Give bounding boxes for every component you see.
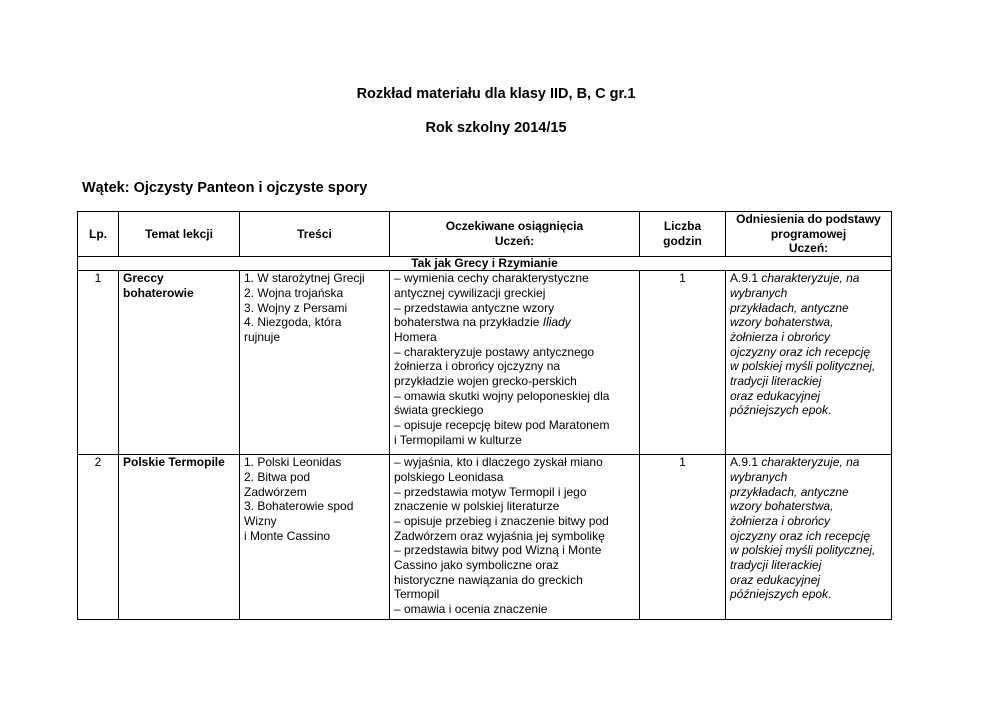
podstawa-code: A.9.1 xyxy=(730,271,762,286)
osiagniecia-italic: Iliady xyxy=(542,315,571,330)
podstawa-code: A.9.1 xyxy=(730,455,762,470)
osiagniecia-line: znaczenie w polskiej literaturze xyxy=(394,499,560,514)
osiagniecia-line: – omawia i ocenia znaczenie xyxy=(394,602,548,617)
tresci-line: 2. Wojna trojańska xyxy=(244,285,344,300)
row-lp: 1 xyxy=(78,271,119,455)
podstawa-line: późniejszych epok xyxy=(730,403,829,418)
row-temat xyxy=(119,455,240,620)
podstawa-line: oraz edukacyjnej xyxy=(730,388,821,403)
podstawa-line: w polskiej myśli politycznej, xyxy=(730,543,876,558)
row-osiagniecia xyxy=(390,455,640,620)
header-temat: Temat lekcji xyxy=(119,212,240,257)
document-title: Rozkład materiału dla klasy IID, B, C gr.1 xyxy=(356,86,636,102)
row-osiagniecia xyxy=(390,271,640,455)
podstawa-line: wybranych xyxy=(730,469,788,484)
tresci-line: Zadwórzem xyxy=(244,484,307,499)
podstawa-line: żołnierza i obrońcy xyxy=(730,329,831,344)
osiagniecia-line: antycznej cywilizacji greckiej xyxy=(394,285,546,300)
osiagniecia-line: świata greckiego xyxy=(394,403,484,418)
osiagniecia-line: – wyjaśnia, kto i dlaczego zyskał miano xyxy=(394,455,603,470)
osiagniecia-line: i Termopilami w kulturze xyxy=(394,432,522,447)
header-podstawa-line2: programowej xyxy=(770,226,847,241)
osiagniecia-line: Termopil xyxy=(394,587,440,602)
osiagniecia-line: – omawia skutki wojny peloponeskiej dla xyxy=(394,388,610,403)
row-tresci xyxy=(240,271,390,455)
section-title: Tak jak Grecy i Rzymianie xyxy=(78,257,892,271)
osiagniecia-line: żołnierza i obrońcy ojczyzny na xyxy=(394,359,561,374)
podstawa-line: żołnierza i obrońcy xyxy=(730,513,831,528)
tresci-line: 3. Wojny z Persami xyxy=(244,300,348,315)
row-godziny: 1 xyxy=(640,271,726,455)
osiagniecia-line: przykładzie wojen grecko-perskich xyxy=(394,374,577,389)
section-row xyxy=(78,257,892,271)
podstawa-line: wzory bohaterstwa, xyxy=(730,315,834,330)
tresci-line: 2. Bitwa pod xyxy=(244,469,311,484)
header-osiagniecia xyxy=(390,212,640,257)
tresci-line: i Monte Cassino xyxy=(244,528,331,543)
podstawa-line: ojczyzny oraz ich recepcję xyxy=(730,344,871,359)
header-podstawa-line1: Odniesienia do podstawy xyxy=(736,212,881,226)
row-podstawa xyxy=(726,271,892,455)
header-podstawa xyxy=(726,212,892,257)
table-row xyxy=(78,271,892,455)
podstawa-line: wybranych xyxy=(730,285,788,300)
osiagniecia-line: bohaterstwa na przykładzie xyxy=(394,315,543,330)
podstawa-line: przykładach, antyczne xyxy=(730,484,849,499)
row-temat xyxy=(119,271,240,455)
podstawa-line: oraz edukacyjnej xyxy=(730,572,821,587)
header-podstawa-line3: Uczeń: xyxy=(788,241,829,256)
osiagniecia-line: – opisuje przebieg i znaczenie bitwy pod xyxy=(394,513,609,528)
row-godziny: 1 xyxy=(640,455,726,620)
table-header-row xyxy=(78,212,892,257)
temat-line: Greccy xyxy=(123,271,164,286)
header-godziny-line1: Liczba xyxy=(663,219,702,234)
row-tresci xyxy=(240,455,390,620)
thread-heading: Wątek: Ojczysty Panteon i ojczyste spory xyxy=(82,180,368,196)
header-osiagniecia-line2: Uczeń: xyxy=(494,234,535,249)
header-godziny xyxy=(640,212,726,257)
podstawa-line: charakteryzuje, na xyxy=(761,455,860,470)
tresci-line: 1. W starożytnej Grecji xyxy=(244,271,365,286)
tresci-line: 3. Bohaterowie spod xyxy=(244,499,354,514)
osiagniecia-line: – wymienia cechy charakterystyczne xyxy=(394,271,589,286)
podstawa-line: ojczyzny oraz ich recepcję xyxy=(730,528,871,543)
table-row xyxy=(78,455,892,620)
podstawa-period: . xyxy=(828,403,832,418)
tresci-line: rujnuje xyxy=(244,329,281,344)
podstawa-line: przykładach, antyczne xyxy=(730,300,849,315)
osiagniecia-line: – przedstawia motyw Termopil i jego xyxy=(394,484,587,499)
podstawa-line: późniejszych epok xyxy=(730,587,829,602)
lesson-plan-table xyxy=(77,211,892,620)
osiagniecia-line: polskiego Leonidasa xyxy=(394,469,504,484)
osiagniecia-line: – charakteryzuje postawy antycznego xyxy=(394,344,595,359)
osiagniecia-line: – opisuje recepcję bitew pod Maratonem xyxy=(394,418,610,433)
temat-line: bohaterowie xyxy=(123,285,194,300)
osiagniecia-line: Homera xyxy=(394,329,437,344)
podstawa-line: w polskiej myśli politycznej, xyxy=(730,359,876,374)
header-tresci: Treści xyxy=(240,212,390,257)
osiagniecia-line: historyczne nawiązania do greckich xyxy=(394,572,583,587)
temat-line: Polskie Termopile xyxy=(123,455,225,470)
header-godziny-line2: godzin xyxy=(663,234,702,249)
tresci-line: 1. Polski Leonidas xyxy=(244,455,342,470)
tresci-line: 4. Niezgoda, która xyxy=(244,315,342,330)
podstawa-line: tradycji literackiej xyxy=(730,558,822,573)
podstawa-period: . xyxy=(828,587,832,602)
osiagniecia-line: – przedstawia bitwy pod Wizną i Monte xyxy=(394,543,602,558)
document-subtitle: Rok szkolny 2014/15 xyxy=(425,120,567,136)
tresci-line: Wizny xyxy=(244,513,277,528)
osiagniecia-line: – przedstawia antyczne wzory xyxy=(394,300,555,315)
osiagniecia-clip xyxy=(394,455,635,619)
podstawa-line: tradycji literackiej xyxy=(730,374,822,389)
header-lp: Lp. xyxy=(78,212,119,257)
podstawa-line: charakteryzuje, na xyxy=(761,271,860,286)
row-podstawa xyxy=(726,455,892,620)
row-lp: 2 xyxy=(78,455,119,620)
header-osiagniecia-line1: Oczekiwane osiągnięcia xyxy=(445,219,584,234)
osiagniecia-line: Cassino jako symboliczne oraz xyxy=(394,558,559,573)
osiagniecia-line: Zadwórzem oraz wyjaśnia jej symbolikę xyxy=(394,528,605,543)
podstawa-line: wzory bohaterstwa, xyxy=(730,499,834,514)
